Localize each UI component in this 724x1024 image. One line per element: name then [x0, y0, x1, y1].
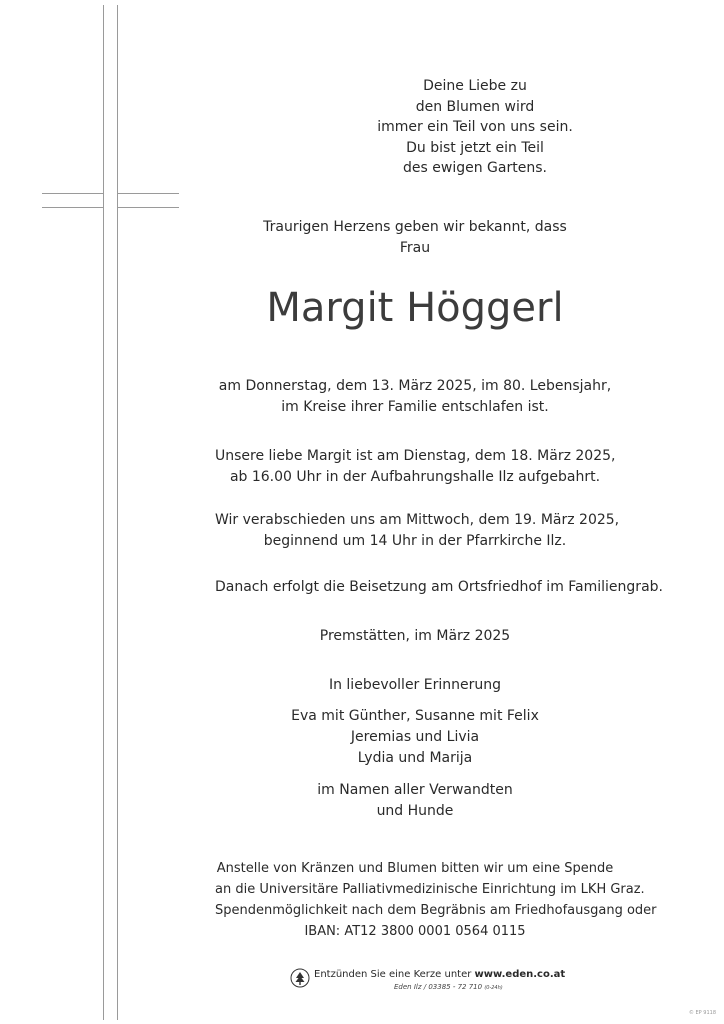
viewing-line: ab 16.00 Uhr in der Aufbahrungshalle Ilz aufgebahrt. — [229, 469, 601, 485]
deceased-name: Margit Höggerl — [266, 285, 564, 331]
memory-heading — [215, 675, 615, 696]
mourners — [215, 706, 615, 769]
poem-line: Deine Liebe zu — [423, 78, 527, 94]
viewing-line: Unsere liebe Margit ist am Dienstag, dem 18. März 2025, — [215, 448, 616, 464]
tree-logo-icon — [290, 968, 310, 988]
relatives-line: und Hunde — [376, 803, 454, 819]
place-date-line: Premstätten, im März 2025 — [319, 628, 511, 644]
cross-vertical-left — [103, 5, 104, 1020]
poem — [360, 76, 590, 179]
death-line: im Kreise ihrer Familie entschlafen ist. — [281, 399, 549, 415]
intro — [215, 217, 615, 259]
footer-main — [314, 968, 565, 982]
cross-horizontal-top-right — [117, 193, 179, 194]
footer-contact — [394, 982, 565, 993]
place-date — [215, 626, 615, 647]
poem-line: des ewigen Gartens. — [403, 160, 547, 176]
donation-line: an die Universitäre Palliativmedizinische Einrichtung im LKH Graz. — [215, 882, 645, 897]
mourner-line: Jeremias und Livia — [350, 729, 480, 745]
donation-notice — [215, 858, 657, 942]
relatives-line: im Namen aller Verwandten — [317, 782, 513, 798]
death-line: am Donnerstag, dem 13. März 2025, im 80. Lebensjahr, — [218, 378, 612, 394]
poem-line: immer ein Teil von uns sein. — [377, 119, 573, 135]
intro-line: Frau — [399, 240, 431, 256]
farewell-line: Wir verabschieden uns am Mittwoch, dem 19. März 2025, — [215, 512, 620, 528]
viewing-notice — [215, 446, 615, 488]
poem-line: Du bist jetzt ein Teil — [406, 139, 544, 156]
cross-horizontal-top — [42, 193, 104, 194]
footer-hours: (0-24h) — [484, 985, 503, 991]
cross-horizontal-bottom-right — [117, 207, 179, 208]
burial-notice — [215, 577, 663, 598]
farewell-notice — [215, 510, 620, 552]
poem-line: den Blumen wird — [415, 98, 535, 115]
footer-contact-text: Eden Ilz / 03385 - 72 710 — [394, 983, 483, 991]
cross-horizontal-bottom — [42, 207, 104, 208]
donation-line: Anstelle von Kränzen und Blumen bitten wir um eine Spende — [216, 861, 614, 876]
mourner-line: Eva mit Günther, Susanne mit Felix — [291, 708, 539, 724]
farewell-line: beginnend um 14 Uhr in der Pfarrkirche Ilz. — [263, 533, 567, 549]
footer — [314, 968, 565, 993]
death-notice — [215, 376, 615, 418]
relatives — [215, 780, 615, 822]
mourner-line: Lydia und Marija — [357, 750, 473, 766]
burial-line: Danach erfolgt die Beisetzung am Ortsfriedhof im Familiengrab. — [215, 579, 663, 595]
footer-text: Entzünden Sie eine Kerze unter — [314, 969, 472, 980]
donation-line: IBAN: AT12 3800 0001 0564 0115 — [304, 924, 526, 939]
memory-line: In liebevoller Erinnerung — [328, 677, 502, 693]
print-code: © EP 9118 — [688, 1010, 716, 1016]
intro-line: Traurigen Herzens geben wir bekannt, dass — [263, 219, 567, 235]
cross-vertical-right — [117, 5, 118, 1020]
donation-line: Spendenmöglichkeit nach dem Begräbnis am Friedhofausgang oder — [215, 903, 657, 918]
footer-site-link[interactable]: www.eden.co.at — [474, 969, 566, 980]
